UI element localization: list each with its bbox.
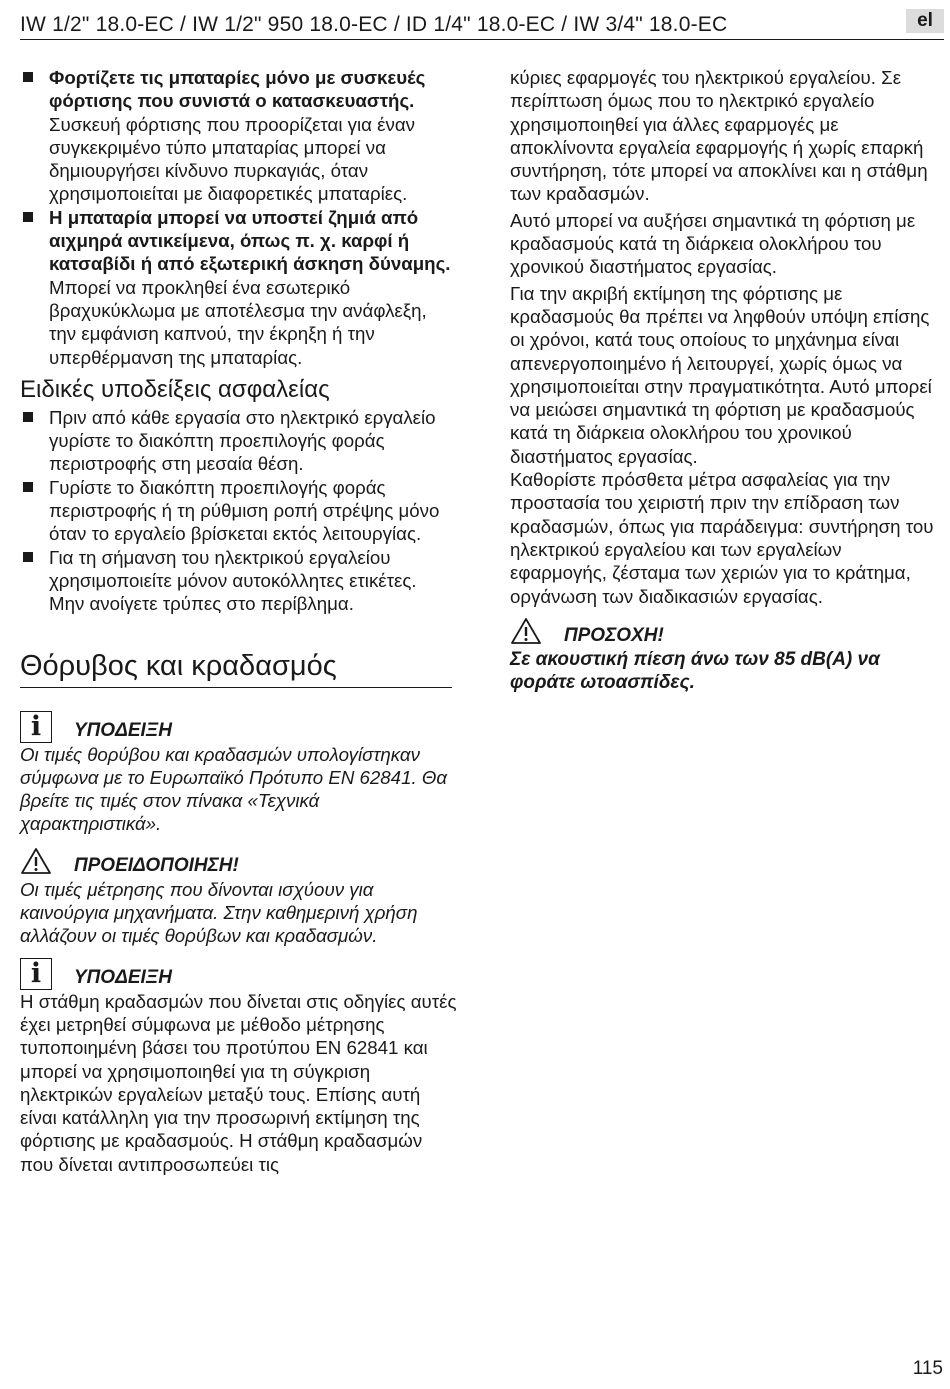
language-badge: el [906, 9, 944, 33]
bullet-battery-text: Μπορεί να προκληθεί ένα εσωτερικό βραχυκύκλωμα με αποτέλεσμα την ανάφλεξη, την εμφάνιση καπνού, την έκρηξη ή την υπερθέρμανση της μπαταρίας. [49, 276, 427, 368]
note-label: ΥΠΟΔΕΙΞΗ [74, 966, 173, 988]
bullet-square-icon [23, 212, 33, 222]
bullet-battery-bold: Η μπαταρία μπορεί να υποστεί ζημιά από αιχμηρά αντικείμενα, όπως π. χ. καρφί ή κατσαβίδι ή από εξωτερική άσκηση δύναμης. [49, 206, 451, 275]
bullet-square-icon [23, 412, 33, 422]
warning-text: Οι τιμές μέτρησης που δίνονται ισχύουν για καινούργια μηχανήματα. Στην καθημερινή χρήση αλλάζουν οι τιμές θορύβων και κραδασμών. [20, 878, 418, 947]
note-block [20, 958, 458, 1176]
note-text: Η στάθμη κραδασμών που δίνεται στις οδηγίες αυτές έχει μετρηθεί σύμφωνα με μέθοδο μέτρησης τυποποιημένη βάσει του προτύπου EN 62841 και μπορεί να χρησιμοποιηθεί για τη σύγκριση ηλεκτρικών εργαλείων μεταξύ τους. Επίσης αυτή είναι κατάλληλη για την προσωρινή εκτίμηση της φόρτισης με κραδασμούς. Η στάθμη κραδασμών που δίνεται αντιπροσωπεύει τις [20, 990, 457, 1175]
page-number: 115 [912, 1358, 943, 1379]
safety-item [20, 406, 458, 476]
warning-triangle-icon [20, 847, 52, 875]
safety-item-text-extra: Μην ανοίγετε τρύπες στο περίβλημα. [49, 593, 354, 615]
safety-item [20, 476, 458, 546]
page-header [20, 9, 944, 40]
bullet-charger-bold: Φορτίζετε τις μπαταρίες μόνο με συσκευές φόρτισης που συνιστά ο κατασκευαστής. [49, 67, 426, 112]
note-text: Οι τιμές θορύβου και κραδασμών υπολογίστηκαν σύμφωνα με το Ευρωπαϊκό Πρότυπο EN 62841. Θα βρείτε τις τιμές στον πίνακα «Τεχνικά χαρακτηριστικά». [20, 743, 448, 835]
left-column [20, 66, 458, 1176]
paragraph: Αυτό μπορεί να αυξήσει σημαντικά τη φόρτιση με κραδασμούς κατά τη διάρκεια ολοκλήρου του χρονικού διαστήματος εργασίας. [510, 209, 916, 278]
warning-triangle-icon [510, 617, 542, 645]
warning-label: ΠΡΟΕΙΔΟΠΟΙΗΣΗ! [74, 854, 239, 876]
paragraph: κύριες εφαρμογές του ηλεκτρικού εργαλείου. Σε περίπτωση όμως που το ηλεκτρικό εργαλείο χρησιμοποιηθεί για άλλες εφαρμογές με αποκλίνοντα εργαλεία εφαρμογής ή χωρίς επαρκή συντήρηση, τότε μπορεί να αποκλίνει και η στάθμη των κραδασμών. [510, 67, 928, 205]
noise-heading: Θόρυβος και κραδασμός [20, 648, 452, 688]
bullet-square-icon [23, 482, 33, 492]
safety-item-text: Για τη σήμανση του ηλεκτρικού εργαλείου χρησιμοποιείτε μόνον αυτοκόλλητες ετικέτες. [49, 546, 417, 591]
info-icon: i [20, 958, 52, 990]
warning-block [20, 846, 458, 948]
note-block [20, 711, 458, 836]
bullet-square-icon [23, 72, 33, 82]
caution-label: ΠΡΟΣΟΧΗ! [564, 624, 664, 646]
bullet-charger-text: Συσκευή φόρτισης που προορίζεται για έναν συγκεκριμένο τύπο μπαταρίας μπορεί να δημιουργήσει κίνδυνο πυρκαγιάς, όταν χρησιμοποιείται με διαφορετικές μπαταρίες. [49, 113, 415, 205]
safety-item [20, 546, 458, 616]
safety-item-text: Πριν από κάθε εργασία στο ηλεκτρικό εργαλείο γυρίστε το διακόπτη προεπιλογής φοράς περιστροφής στη μεσαία θέση. [49, 406, 436, 475]
right-column [510, 66, 942, 694]
safety-heading: Ειδικές υποδείξεις ασφαλείας [20, 375, 330, 403]
caution-block [510, 616, 942, 695]
paragraph: Καθορίστε πρόσθετα μέτρα ασφαλείας για την προστασία του χειριστή πριν την επίδραση των κραδασμών, όπως για παράδειγμα: συντήρηση του ηλεκτρικού εργαλείου και των εργαλείων εφαρμογής, ζέσταμα των χεριών για το κράτημα, οργάνωση των διαδικασιών εργασίας. [510, 469, 934, 607]
caution-text: Σε ακουστική πίεση άνω των 85 dB(A) να φοράτε ωτοασπίδες. [510, 648, 880, 694]
header-title: IW 1/2" 18.0-EC / IW 1/2" 950 18.0-EC / ID 1/4" 18.0-EC / IW 3/4" 18.0-EC [20, 13, 728, 36]
note-label: ΥΠΟΔΕΙΞΗ [74, 719, 173, 741]
paragraph: Για την ακριβή εκτίμηση της φόρτισης με κραδασμούς θα πρέπει να ληφθούν υπόψη επίσης οι χρόνοι, κατά τους οποίους το μηχάνημα είναι απενεργοποιημένο ή λειτουργεί, χωρίς όμως να χρησιμοποιείται στην πραγματικότητα. Αυτό μπορεί να μειώσει σημαντικά τη φόρτιση με κραδασμούς κατά τη διάρκεια ολοκλήρου του χρονικού διαστήματος εργασίας. [510, 282, 932, 467]
bullet-charger [20, 66, 458, 206]
info-icon: i [20, 711, 52, 743]
bullet-battery-damage [20, 206, 458, 369]
bullet-square-icon [23, 552, 33, 562]
safety-item-text: Γυρίστε το διακόπτη προεπιλογής φοράς περιστροφής ή τη ρύθμιση ροπή στρέψης μόνο όταν το εργαλείο βρίσκεται εκτός λειτουργίας. [49, 476, 440, 545]
